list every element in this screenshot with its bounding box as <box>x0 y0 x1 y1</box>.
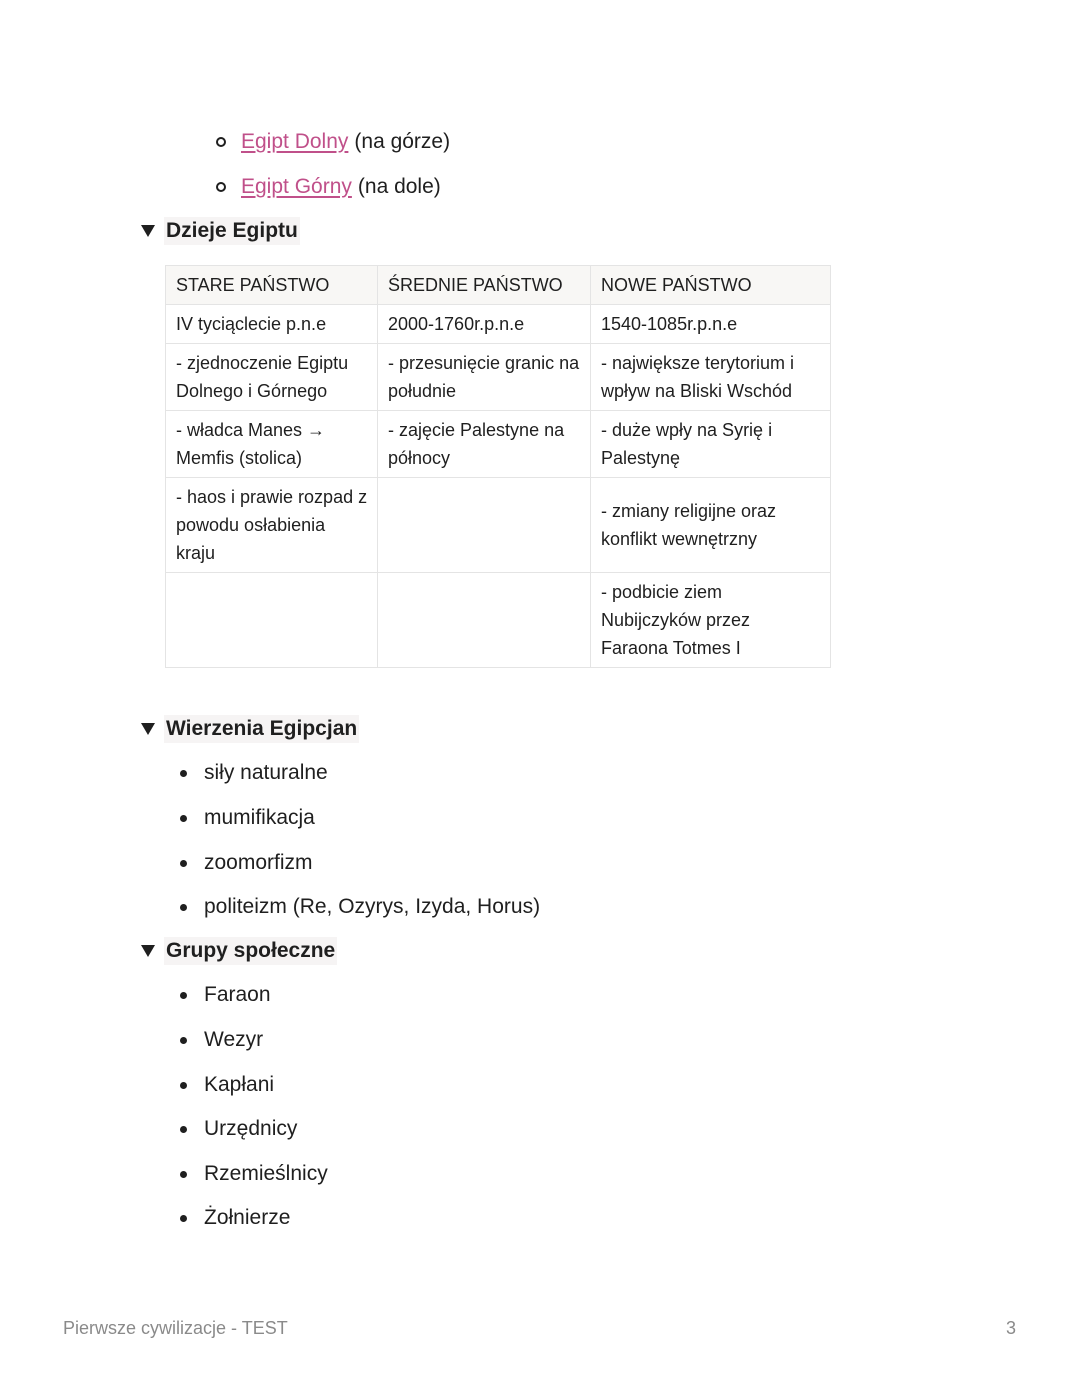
list-item-text: Faraon <box>204 983 271 1006</box>
table-header-cell: STARE PAŃSTWO <box>166 266 378 305</box>
toggle-groups[interactable] <box>141 937 337 965</box>
bullet-icon <box>180 815 187 822</box>
list-item-text: siły naturalne <box>204 761 328 784</box>
table-cell: - podbicie ziem Nubijczyków przez Faraona Totmes I <box>591 573 831 668</box>
table-cell: - władca Manes → Memfis (stolica) <box>166 411 378 478</box>
table-cell: IV tyciąclecie p.n.e <box>166 305 378 344</box>
subregion-item <box>216 173 441 201</box>
list-item <box>176 849 313 877</box>
table-cell: 1540-1085r.p.n.e <box>591 305 831 344</box>
bullet-icon <box>180 770 187 777</box>
bullet-icon <box>180 1171 187 1178</box>
history-heading: Dzieje Egiptu <box>164 217 300 245</box>
footer-title: Pierwsze cywilizacje - TEST <box>63 1318 288 1338</box>
list-item-text: Rzemieślnicy <box>204 1162 328 1185</box>
table-cell: - przesunięcie granic na południe <box>378 344 591 411</box>
list-item <box>176 981 271 1009</box>
bullet-icon <box>180 1126 187 1133</box>
list-item-text: Kapłani <box>204 1073 275 1096</box>
circle-bullet-icon <box>216 182 226 192</box>
table-cell: - zjednoczenie Egiptu Dolnego i Górnego <box>166 344 378 411</box>
table-cell <box>378 573 591 668</box>
subregion-item <box>216 128 450 156</box>
list-item-text: Żołnierze <box>204 1206 291 1229</box>
list-item <box>176 1071 274 1099</box>
egypt-upper-link[interactable]: Egipt Górny <box>241 175 352 198</box>
page-number: 3 <box>1005 1318 1016 1338</box>
list-item <box>176 759 328 787</box>
toggle-beliefs[interactable] <box>141 715 359 743</box>
table-row <box>166 305 831 344</box>
table-row <box>166 411 831 478</box>
list-item <box>176 1204 290 1232</box>
table-cell: 2000-1760r.p.n.e <box>378 305 591 344</box>
table-cell: - zmiany religijne oraz konflikt wewnętrzny <box>591 478 831 573</box>
list-item <box>176 1026 263 1054</box>
subregion-note: (na dole) <box>357 175 441 198</box>
list-item-text: mumifikacja <box>204 806 315 829</box>
table-header-cell: NOWE PAŃSTWO <box>591 266 831 305</box>
list-item-text: Urzędnicy <box>204 1117 298 1140</box>
table-row <box>166 478 831 573</box>
table-cell: - haos i prawie rozpad z powodu osłabienia kraju <box>166 478 378 573</box>
history-table <box>165 265 831 668</box>
table-row <box>166 344 831 411</box>
bullet-icon <box>180 1082 187 1089</box>
table-cell: - zajęcie Palestyne na północy <box>378 411 591 478</box>
toggle-history[interactable] <box>141 217 300 245</box>
list-item <box>176 893 540 921</box>
bullet-icon <box>180 904 187 911</box>
subregion-note: (na górze) <box>354 130 451 153</box>
table-header-row <box>166 266 831 305</box>
list-item-text: politeizm (Re, Ozyrys, Izyda, Horus) <box>204 895 541 918</box>
list-item <box>176 804 315 832</box>
circle-bullet-icon <box>216 137 226 147</box>
triangle-down-icon[interactable] <box>141 723 155 735</box>
list-item <box>176 1160 328 1188</box>
list-item-text: Wezyr <box>204 1028 264 1051</box>
bullet-icon <box>180 1215 187 1222</box>
bullet-icon <box>180 860 187 867</box>
bullet-icon <box>180 992 187 999</box>
bullet-icon <box>180 1037 187 1044</box>
table-header-cell: ŚREDNIE PAŃSTWO <box>378 266 591 305</box>
groups-heading: Grupy społeczne <box>164 937 337 965</box>
beliefs-heading: Wierzenia Egipcjan <box>164 715 359 743</box>
table-cell: - duże wpły na Syrię i Palestynę <box>591 411 831 478</box>
table-cell <box>166 573 378 668</box>
list-item <box>176 1115 297 1143</box>
table-row <box>166 573 831 668</box>
list-item-text: zoomorfizm <box>204 851 313 874</box>
triangle-down-icon[interactable] <box>141 225 155 237</box>
egypt-lower-link[interactable]: Egipt Dolny <box>241 130 349 153</box>
triangle-down-icon[interactable] <box>141 945 155 957</box>
table-cell <box>378 478 591 573</box>
table-cell: - największe terytorium i wpływ na Bliski Wschód <box>591 344 831 411</box>
